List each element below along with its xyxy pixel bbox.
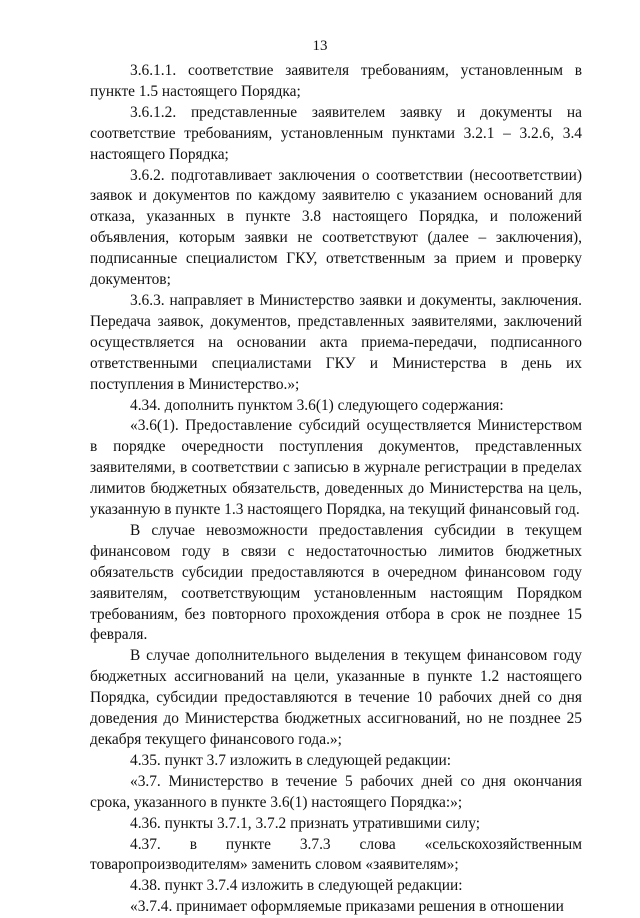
paragraph: «3.7. Министерство в течение 5 рабочих дней со дня окончания срока, указанного в пункте 3.6(1) настоящего Порядка:»; [90, 772, 582, 811]
paragraph: 4.36. пункты 3.7.1, 3.7.2 признать утратившими силу; [130, 814, 480, 832]
document-body [90, 61, 582, 918]
paragraph: 4.37. в пункте 3.7.3 слова «сельскохозяйственным товаропроизводителям» заменить словом «заявителям»; [90, 835, 582, 874]
paragraph: 4.35. пункт 3.7 изложить в следующей редакции: [130, 751, 451, 769]
paragraph: 3.6.1.1. соответствие заявителя требованиям, установленным в пункте 1.5 настоящего Порядка; [90, 62, 582, 100]
paragraph: «3.6(1). Предоставление субсидий осуществляется Министерством в порядке очередности поступления документов, представленных заявителями, в соответствии с записью в журнале регистрации в пределах лимитов бюджетных обязательств, доведенных до Министерства на цель, указанную в пункте 1.3 настоящего Порядка, на текущий финансовый год. [90, 417, 582, 519]
paragraph: 3.6.3. направляет в Министерство заявки и документы, заключения. Передача заявок, документов, представленных заявителями, заключений осуществляется на основании акта приема-передачи, подписанного ответственными специалистами ГКУ и Министерства в день их поступления в Министерство.»; [90, 291, 582, 393]
paragraph: 3.6.2. подготавливает заключения о соответствии (несоответствии) заявок и документов по каждому заявителю с указанием оснований для отказа, указанных в пункте 3.8 настоящего Порядка, и положений объявления, которым заявки не соответствуют (далее – заключения), подписанные специалистом ГКУ, ответственным за прием и проверку документов; [90, 166, 582, 289]
paragraph: «3.7.4. принимает оформляемые приказами решения в отношении [130, 898, 564, 916]
paragraph: В случае дополнительного выделения в текущем финансовом году бюджетных ассигнований на цели, указанные в пункте 1.2 настоящего Порядка, субсидии предоставляются в течение 10 рабочих дней со дня доведения до Министерства бюджетных ассигнований, но не позднее 25 декабря текущего финансового года.»; [90, 647, 582, 748]
paragraph: 3.6.1.2. представленные заявителем заявку и документы на соответствие требованиям, установленным пунктами 3.2.1 – 3.2.6, 3.4 настоящего Порядка; [90, 103, 582, 163]
page-number: 13 [312, 38, 328, 54]
paragraph: 4.34. дополнить пунктом 3.6(1) следующего содержания: [130, 396, 504, 414]
paragraph: 4.38. пункт 3.7.4 изложить в следующей редакции: [130, 877, 463, 895]
paragraph: В случае невозможности предоставления субсидии в текущем финансовом году в связи с недостаточностью лимитов бюджетных обязательств субсидии предоставляются в очередном финансовом году заявителям, соответствующим установленным настоящим Порядком требованиям, без повторного прохождения отбора в срок не позднее 15 февраля. [90, 521, 582, 644]
